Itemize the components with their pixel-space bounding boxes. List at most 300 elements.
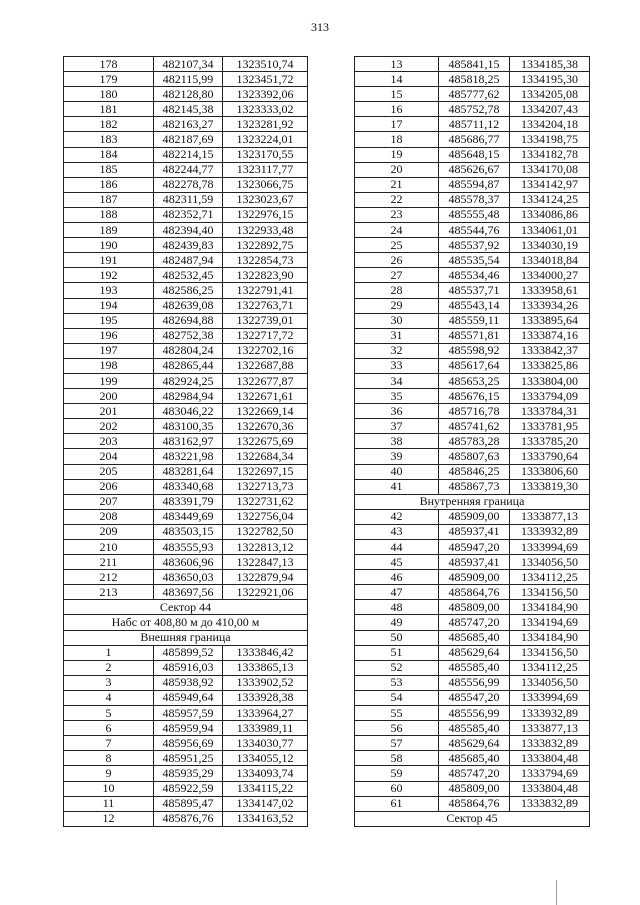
table-row <box>355 238 590 253</box>
y-coordinate-cell: 1334205,08 <box>510 87 590 102</box>
section-heading: Сектор 44 <box>64 600 308 615</box>
table-row <box>64 328 308 343</box>
point-number-cell: 35 <box>355 389 439 404</box>
x-coordinate-cell: 485922,59 <box>154 781 223 796</box>
y-coordinate-cell: 1322687,88 <box>223 358 308 373</box>
table-row <box>355 751 590 766</box>
y-coordinate-cell: 1334112,25 <box>510 570 590 585</box>
point-number-cell: 17 <box>355 117 439 132</box>
x-coordinate-cell: 485544,76 <box>439 223 510 238</box>
table-row <box>355 343 590 358</box>
y-coordinate-cell: 1322702,16 <box>223 343 308 358</box>
y-coordinate-cell: 1322892,75 <box>223 238 308 253</box>
x-coordinate-cell: 485747,20 <box>439 615 510 630</box>
y-coordinate-cell: 1322739,01 <box>223 313 308 328</box>
y-coordinate-cell: 1322933,48 <box>223 223 308 238</box>
point-number-cell: 2 <box>64 660 154 675</box>
y-coordinate-cell: 1323333,02 <box>223 102 308 117</box>
x-coordinate-cell: 485818,25 <box>439 72 510 87</box>
x-coordinate-cell: 482187,69 <box>154 132 223 147</box>
x-coordinate-cell: 482694,88 <box>154 313 223 328</box>
point-number-cell: 207 <box>64 494 154 509</box>
section-row <box>64 600 308 615</box>
x-coordinate-cell: 485556,99 <box>439 706 510 721</box>
x-coordinate-cell: 485585,40 <box>439 660 510 675</box>
y-coordinate-cell: 1333806,60 <box>510 464 590 479</box>
point-number-cell: 186 <box>64 177 154 192</box>
x-coordinate-cell: 485626,67 <box>439 162 510 177</box>
point-number-cell: 50 <box>355 630 439 645</box>
y-coordinate-cell: 1322823,90 <box>223 268 308 283</box>
table-row <box>64 162 308 177</box>
point-number-cell: 23 <box>355 207 439 222</box>
point-number-cell: 192 <box>64 268 154 283</box>
x-coordinate-cell: 485653,25 <box>439 373 510 388</box>
x-coordinate-cell: 483555,93 <box>154 540 223 555</box>
x-coordinate-cell: 485895,47 <box>154 796 223 811</box>
y-coordinate-cell: 1333895,64 <box>510 313 590 328</box>
point-number-cell: 195 <box>64 313 154 328</box>
x-coordinate-cell: 485535,54 <box>439 253 510 268</box>
section-row <box>355 494 590 509</box>
point-number-cell: 21 <box>355 177 439 192</box>
point-number-cell: 208 <box>64 509 154 524</box>
point-number-cell: 34 <box>355 373 439 388</box>
point-number-cell: 16 <box>355 102 439 117</box>
point-number-cell: 18 <box>355 132 439 147</box>
point-number-cell: 54 <box>355 690 439 705</box>
y-coordinate-cell: 1334170,08 <box>510 162 590 177</box>
y-coordinate-cell: 1334018,84 <box>510 253 590 268</box>
point-number-cell: 203 <box>64 434 154 449</box>
point-number-cell: 201 <box>64 404 154 419</box>
x-coordinate-cell: 482311,59 <box>154 192 223 207</box>
table-row <box>355 404 590 419</box>
table-row <box>64 645 308 660</box>
point-number-cell: 202 <box>64 419 154 434</box>
point-number-cell: 47 <box>355 585 439 600</box>
y-coordinate-cell: 1334061,01 <box>510 223 590 238</box>
y-coordinate-cell: 1322669,14 <box>223 404 308 419</box>
table-row <box>64 419 308 434</box>
y-coordinate-cell: 1333964,27 <box>223 706 308 721</box>
y-coordinate-cell: 1322697,15 <box>223 464 308 479</box>
point-number-cell: 9 <box>64 766 154 781</box>
point-number-cell: 31 <box>355 328 439 343</box>
x-coordinate-cell: 485916,03 <box>154 660 223 675</box>
table-row <box>64 177 308 192</box>
x-coordinate-cell: 485864,76 <box>439 796 510 811</box>
x-coordinate-cell: 485585,40 <box>439 721 510 736</box>
point-number-cell: 24 <box>355 223 439 238</box>
x-coordinate-cell: 485716,78 <box>439 404 510 419</box>
table-row <box>355 736 590 751</box>
y-coordinate-cell: 1333825,86 <box>510 358 590 373</box>
y-coordinate-cell: 1323510,74 <box>223 57 308 72</box>
table-row <box>355 781 590 796</box>
x-coordinate-cell: 482214,15 <box>154 147 223 162</box>
table-row <box>355 555 590 570</box>
y-coordinate-cell: 1334093,74 <box>223 766 308 781</box>
table-row <box>355 675 590 690</box>
table-row <box>64 373 308 388</box>
point-number-cell: 46 <box>355 570 439 585</box>
table-row <box>355 615 590 630</box>
table-row <box>64 117 308 132</box>
x-coordinate-cell: 482244,77 <box>154 162 223 177</box>
x-coordinate-cell: 482639,08 <box>154 298 223 313</box>
point-number-cell: 33 <box>355 358 439 373</box>
point-number-cell: 61 <box>355 796 439 811</box>
x-coordinate-cell: 485685,40 <box>439 630 510 645</box>
x-coordinate-cell: 482394,40 <box>154 223 223 238</box>
point-number-cell: 212 <box>64 570 154 585</box>
x-coordinate-cell: 482487,94 <box>154 253 223 268</box>
x-coordinate-cell: 483449,69 <box>154 509 223 524</box>
y-coordinate-cell: 1334185,38 <box>510 57 590 72</box>
y-coordinate-cell: 1334163,52 <box>223 811 308 826</box>
point-number-cell: 191 <box>64 253 154 268</box>
x-coordinate-cell: 485947,20 <box>439 540 510 555</box>
point-number-cell: 200 <box>64 389 154 404</box>
y-coordinate-cell: 1322791,41 <box>223 283 308 298</box>
y-coordinate-cell: 1323066,75 <box>223 177 308 192</box>
table-body-right <box>355 57 590 827</box>
x-coordinate-cell: 485937,41 <box>439 555 510 570</box>
point-number-cell: 181 <box>64 102 154 117</box>
table-row <box>64 660 308 675</box>
point-number-cell: 49 <box>355 615 439 630</box>
x-coordinate-cell: 482278,78 <box>154 177 223 192</box>
point-number-cell: 42 <box>355 509 439 524</box>
x-coordinate-cell: 482984,94 <box>154 389 223 404</box>
point-number-cell: 5 <box>64 706 154 721</box>
x-coordinate-cell: 485547,20 <box>439 690 510 705</box>
table-row <box>64 751 308 766</box>
x-coordinate-cell: 485556,99 <box>439 675 510 690</box>
y-coordinate-cell: 1322731,62 <box>223 494 308 509</box>
point-number-cell: 209 <box>64 524 154 539</box>
x-coordinate-cell: 482128,80 <box>154 87 223 102</box>
x-coordinate-cell: 482924,25 <box>154 373 223 388</box>
point-number-cell: 58 <box>355 751 439 766</box>
table-row <box>355 540 590 555</box>
coordinates-table-left <box>63 56 308 827</box>
y-coordinate-cell: 1334204,18 <box>510 117 590 132</box>
y-coordinate-cell: 1323170,55 <box>223 147 308 162</box>
y-coordinate-cell: 1334030,19 <box>510 238 590 253</box>
x-coordinate-cell: 482145,38 <box>154 102 223 117</box>
y-coordinate-cell: 1333832,89 <box>510 796 590 811</box>
table-row <box>355 147 590 162</box>
table-row <box>355 298 590 313</box>
y-coordinate-cell: 1322879,94 <box>223 570 308 585</box>
table-row <box>64 570 308 585</box>
y-coordinate-cell: 1333865,13 <box>223 660 308 675</box>
x-coordinate-cell: 485537,92 <box>439 238 510 253</box>
table-row <box>64 585 308 600</box>
x-coordinate-cell: 485783,28 <box>439 434 510 449</box>
point-number-cell: 13 <box>355 57 439 72</box>
y-coordinate-cell: 1333994,69 <box>510 690 590 705</box>
y-coordinate-cell: 1322847,13 <box>223 555 308 570</box>
point-number-cell: 28 <box>355 283 439 298</box>
x-coordinate-cell: 485951,25 <box>154 751 223 766</box>
table-row <box>355 600 590 615</box>
y-coordinate-cell: 1333902,52 <box>223 675 308 690</box>
table-row <box>64 781 308 796</box>
y-coordinate-cell: 1333932,89 <box>510 706 590 721</box>
table-row <box>355 162 590 177</box>
y-coordinate-cell: 1333781,95 <box>510 419 590 434</box>
table-row <box>355 117 590 132</box>
table-row <box>64 298 308 313</box>
binding-mark <box>556 880 557 905</box>
y-coordinate-cell: 1334195,30 <box>510 72 590 87</box>
point-number-cell: 32 <box>355 343 439 358</box>
x-coordinate-cell: 485741,62 <box>439 419 510 434</box>
table-row <box>355 192 590 207</box>
y-coordinate-cell: 1333842,37 <box>510 343 590 358</box>
table-row <box>64 675 308 690</box>
table-row <box>64 404 308 419</box>
table-row <box>64 706 308 721</box>
point-number-cell: 30 <box>355 313 439 328</box>
table-row <box>64 102 308 117</box>
point-number-cell: 53 <box>355 675 439 690</box>
point-number-cell: 56 <box>355 721 439 736</box>
x-coordinate-cell: 485899,52 <box>154 645 223 660</box>
y-coordinate-cell: 1333934,26 <box>510 298 590 313</box>
table-row <box>355 389 590 404</box>
x-coordinate-cell: 482804,24 <box>154 343 223 358</box>
y-coordinate-cell: 1334198,75 <box>510 132 590 147</box>
x-coordinate-cell: 483606,96 <box>154 555 223 570</box>
x-coordinate-cell: 483162,97 <box>154 434 223 449</box>
section-heading: Набс от 408,80 м до 410,00 м <box>64 615 308 630</box>
y-coordinate-cell: 1334184,90 <box>510 630 590 645</box>
point-number-cell: 25 <box>355 238 439 253</box>
x-coordinate-cell: 483697,56 <box>154 585 223 600</box>
x-coordinate-cell: 482107,34 <box>154 57 223 72</box>
table-row <box>355 721 590 736</box>
point-number-cell: 180 <box>64 87 154 102</box>
x-coordinate-cell: 482115,99 <box>154 72 223 87</box>
point-number-cell: 188 <box>64 207 154 222</box>
point-number-cell: 189 <box>64 223 154 238</box>
table-row <box>355 434 590 449</box>
x-coordinate-cell: 485957,59 <box>154 706 223 721</box>
y-coordinate-cell: 1333790,64 <box>510 449 590 464</box>
table-row <box>355 766 590 781</box>
point-number-cell: 185 <box>64 162 154 177</box>
table-row <box>64 766 308 781</box>
y-coordinate-cell: 1334030,77 <box>223 736 308 751</box>
table-row <box>355 630 590 645</box>
x-coordinate-cell: 485571,81 <box>439 328 510 343</box>
section-row <box>64 630 308 645</box>
x-coordinate-cell: 482865,44 <box>154 358 223 373</box>
y-coordinate-cell: 1333958,61 <box>510 283 590 298</box>
x-coordinate-cell: 485594,87 <box>439 177 510 192</box>
point-number-cell: 11 <box>64 796 154 811</box>
table-row <box>355 177 590 192</box>
x-coordinate-cell: 485876,76 <box>154 811 223 826</box>
x-coordinate-cell: 485685,40 <box>439 751 510 766</box>
x-coordinate-cell: 485598,92 <box>439 343 510 358</box>
x-coordinate-cell: 483046,22 <box>154 404 223 419</box>
y-coordinate-cell: 1333819,30 <box>510 479 590 494</box>
table-row <box>355 464 590 479</box>
table-row <box>355 690 590 705</box>
table-row <box>64 192 308 207</box>
point-number-cell: 178 <box>64 57 154 72</box>
point-number-cell: 206 <box>64 479 154 494</box>
point-number-cell: 213 <box>64 585 154 600</box>
y-coordinate-cell: 1334086,86 <box>510 207 590 222</box>
y-coordinate-cell: 1333846,42 <box>223 645 308 660</box>
table-row <box>355 419 590 434</box>
x-coordinate-cell: 485648,15 <box>439 147 510 162</box>
y-coordinate-cell: 1323451,72 <box>223 72 308 87</box>
point-number-cell: 60 <box>355 781 439 796</box>
x-coordinate-cell: 485537,71 <box>439 283 510 298</box>
table-row <box>64 147 308 162</box>
x-coordinate-cell: 485555,48 <box>439 207 510 222</box>
x-coordinate-cell: 482532,45 <box>154 268 223 283</box>
table-row <box>355 253 590 268</box>
point-number-cell: 43 <box>355 524 439 539</box>
y-coordinate-cell: 1333804,48 <box>510 751 590 766</box>
y-coordinate-cell: 1333794,69 <box>510 766 590 781</box>
x-coordinate-cell: 485937,41 <box>439 524 510 539</box>
y-coordinate-cell: 1323023,67 <box>223 192 308 207</box>
point-number-cell: 3 <box>64 675 154 690</box>
x-coordinate-cell: 485809,00 <box>439 600 510 615</box>
point-number-cell: 48 <box>355 600 439 615</box>
point-number-cell: 7 <box>64 736 154 751</box>
table-row <box>355 57 590 72</box>
table-row <box>64 555 308 570</box>
y-coordinate-cell: 1323392,06 <box>223 87 308 102</box>
y-coordinate-cell: 1323281,92 <box>223 117 308 132</box>
y-coordinate-cell: 1334142,97 <box>510 177 590 192</box>
table-row <box>355 313 590 328</box>
x-coordinate-cell: 485809,00 <box>439 781 510 796</box>
x-coordinate-cell: 483650,03 <box>154 570 223 585</box>
y-coordinate-cell: 1334000,27 <box>510 268 590 283</box>
table-row <box>64 268 308 283</box>
table-row <box>64 313 308 328</box>
point-number-cell: 40 <box>355 464 439 479</box>
y-coordinate-cell: 1334055,12 <box>223 751 308 766</box>
x-coordinate-cell: 482586,25 <box>154 283 223 298</box>
point-number-cell: 10 <box>64 781 154 796</box>
y-coordinate-cell: 1333794,09 <box>510 389 590 404</box>
y-coordinate-cell: 1334115,22 <box>223 781 308 796</box>
y-coordinate-cell: 1322854,73 <box>223 253 308 268</box>
y-coordinate-cell: 1322976,15 <box>223 207 308 222</box>
x-coordinate-cell: 485807,63 <box>439 449 510 464</box>
point-number-cell: 37 <box>355 419 439 434</box>
table-row <box>355 102 590 117</box>
section-heading: Внешняя граница <box>64 630 308 645</box>
x-coordinate-cell: 483503,15 <box>154 524 223 539</box>
point-number-cell: 193 <box>64 283 154 298</box>
table-body-left <box>64 57 308 827</box>
table-row <box>64 524 308 539</box>
point-number-cell: 205 <box>64 464 154 479</box>
x-coordinate-cell: 482352,71 <box>154 207 223 222</box>
x-coordinate-cell: 482752,38 <box>154 328 223 343</box>
y-coordinate-cell: 1333932,89 <box>510 524 590 539</box>
table-row <box>355 207 590 222</box>
y-coordinate-cell: 1334147,02 <box>223 796 308 811</box>
table-row <box>355 268 590 283</box>
y-coordinate-cell: 1322671,61 <box>223 389 308 404</box>
y-coordinate-cell: 1333877,13 <box>510 509 590 524</box>
table-row <box>355 449 590 464</box>
x-coordinate-cell: 482163,27 <box>154 117 223 132</box>
y-coordinate-cell: 1334207,43 <box>510 102 590 117</box>
table-row <box>64 389 308 404</box>
y-coordinate-cell: 1333877,13 <box>510 721 590 736</box>
table-row <box>355 132 590 147</box>
point-number-cell: 52 <box>355 660 439 675</box>
y-coordinate-cell: 1333874,16 <box>510 328 590 343</box>
point-number-cell: 1 <box>64 645 154 660</box>
y-coordinate-cell: 1333784,31 <box>510 404 590 419</box>
x-coordinate-cell: 485841,15 <box>439 57 510 72</box>
point-number-cell: 39 <box>355 449 439 464</box>
table-row <box>355 660 590 675</box>
table-row <box>355 645 590 660</box>
table-row <box>355 479 590 494</box>
point-number-cell: 198 <box>64 358 154 373</box>
table-row <box>64 238 308 253</box>
x-coordinate-cell: 483281,64 <box>154 464 223 479</box>
point-number-cell: 41 <box>355 479 439 494</box>
table-row <box>64 87 308 102</box>
y-coordinate-cell: 1322670,36 <box>223 419 308 434</box>
point-number-cell: 20 <box>355 162 439 177</box>
y-coordinate-cell: 1333832,89 <box>510 736 590 751</box>
x-coordinate-cell: 485959,94 <box>154 721 223 736</box>
section-heading: Сектор 45 <box>355 811 590 826</box>
point-number-cell: 44 <box>355 540 439 555</box>
section-row <box>64 615 308 630</box>
y-coordinate-cell: 1322921,06 <box>223 585 308 600</box>
y-coordinate-cell: 1333994,69 <box>510 540 590 555</box>
x-coordinate-cell: 485949,64 <box>154 690 223 705</box>
y-coordinate-cell: 1333804,00 <box>510 373 590 388</box>
y-coordinate-cell: 1333804,48 <box>510 781 590 796</box>
point-number-cell: 22 <box>355 192 439 207</box>
table-row <box>64 811 308 826</box>
table-row <box>64 449 308 464</box>
x-coordinate-cell: 485559,11 <box>439 313 510 328</box>
point-number-cell: 184 <box>64 147 154 162</box>
point-number-cell: 204 <box>64 449 154 464</box>
x-coordinate-cell: 485534,46 <box>439 268 510 283</box>
table-row <box>355 72 590 87</box>
y-coordinate-cell: 1322763,71 <box>223 298 308 313</box>
section-heading: Внутренняя граница <box>355 494 590 509</box>
table-row <box>64 223 308 238</box>
point-number-cell: 59 <box>355 766 439 781</box>
table-row <box>64 796 308 811</box>
x-coordinate-cell: 482439,83 <box>154 238 223 253</box>
